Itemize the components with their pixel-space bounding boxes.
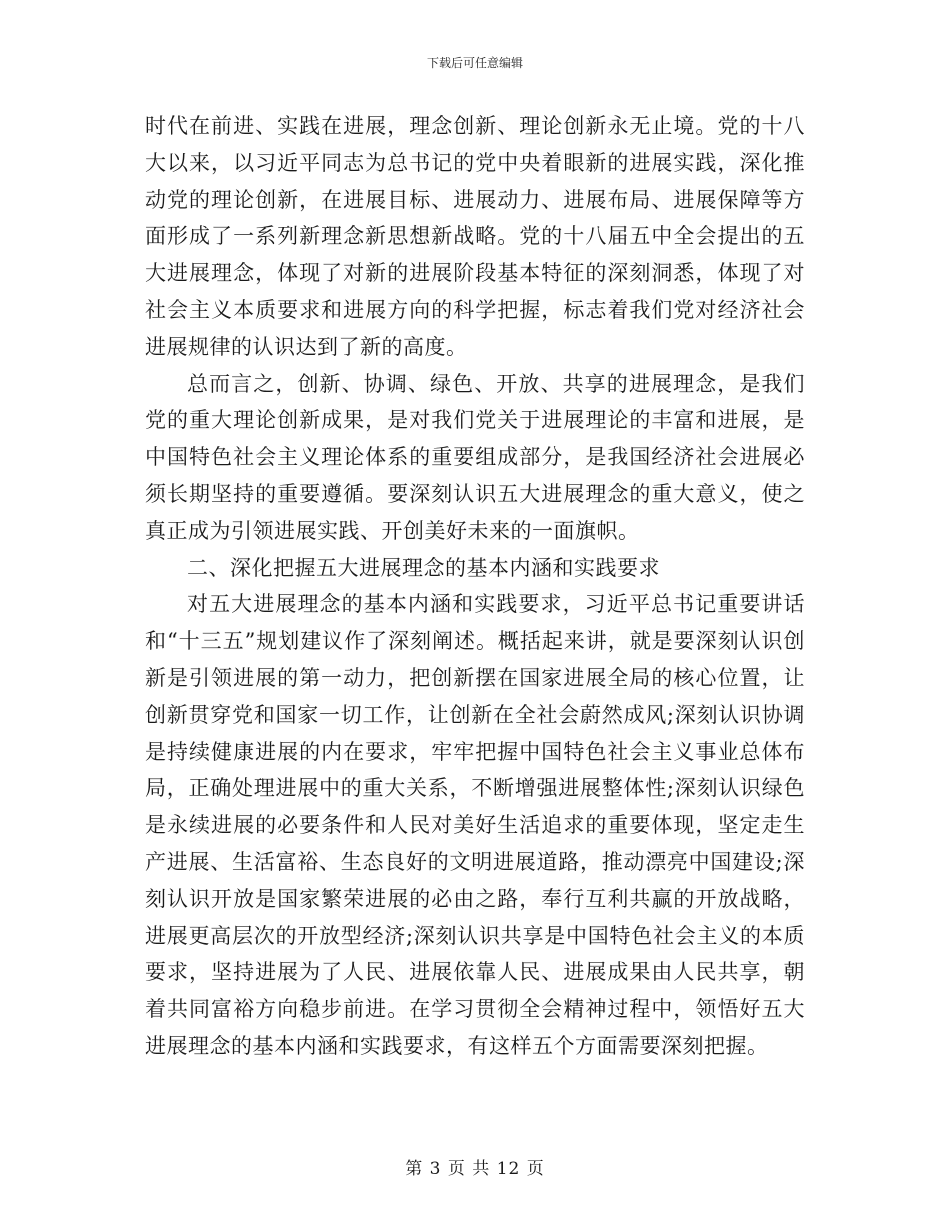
paragraph-3: 对五大进展理念的基本内涵和实践要求，习近平总书记重要讲话和“十三五”规划建议作了深刻阐述。概括起来讲，就是要深刻认识创新是引领进展的第一动力，把创新摆在国家进展全局的核心位置，让创新贯穿党和国家一切工作，让创新在全社会蔚然成风;深刻认识协调是持续健康进展的内在要求，牢牢把握中国特色社会主义事业总体布局，正确处理进展中的重大关系，不断增强进展整体性;深刻认识绿色是永续进展的必要条件和人民对美好生活追求的重要体现，坚定走生产进展、生活富裕、生态良好的文明进展道路，推动漂亮中国建设;深刻认识开放是国家繁荣进展的必由之路，奉行互利共赢的开放战略，进展更高层次的开放型经济;深刻认识共享是中国特色社会主义的本质要求，坚持进展为了人民、进展依靠人民、进展成果由人民共享，朝着共同富裕方向稳步前进。在学习贯彻全会精神过程中，领悟好五大进展理念的基本内涵和实践要求，有这样五个方面需要深刻把握。 — [145, 592, 805, 1058]
section-heading: 二、深化把握五大进展理念的基本内涵和实践要求 — [187, 555, 660, 580]
paragraph-2: 总而言之，创新、协调、绿色、开放、共享的进展理念，是我们党的重大理论创新成果，是对我们党关于进展理论的丰富和进展，是中国特色社会主义理论体系的重要组成部分，是我国经济社会进展必须长期坚持的重要遵循。要深刻认识五大进展理念的重大意义，使之真正成为引领进展实践、开创美好未来的一面旗帜。 — [145, 371, 805, 543]
header-note: 下载后可任意编辑 — [426, 56, 523, 70]
paragraph-1: 时代在前进、实践在进展，理念创新、理论创新永无止境。党的十八大以来，以习近平同志为总书记的党中央着眼新的进展实践，深化推动党的理论创新，在进展目标、进展动力、进展布局、进展保障等方面形成了一系列新理念新思想新战略。党的十八届五中全会提出的五大进展理念，体现了对新的进展阶段基本特征的深刻洞悉，体现了对社会主义本质要求和进展方向的科学把握，标志着我们党对经济社会进展规律的认识达到了新的高度。 — [145, 114, 805, 359]
page-number: 第 3 页 共 12 页 — [405, 1159, 545, 1179]
document-body — [145, 108, 805, 1065]
